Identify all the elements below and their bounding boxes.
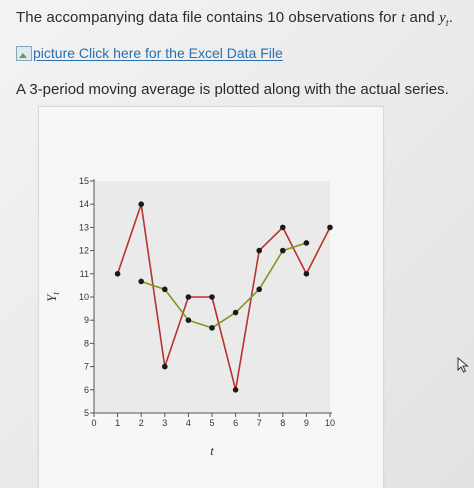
actual-data-point [186, 294, 192, 300]
actual-data-point [280, 225, 286, 231]
y-tick-label: 10 [78, 292, 89, 302]
moving-average-point [186, 317, 192, 323]
moving-average-point [256, 287, 262, 293]
moving-average-point [138, 279, 144, 285]
variable-t: t [401, 10, 406, 26]
y-tick-label: 14 [78, 199, 89, 210]
question-suffix: . [448, 9, 454, 26]
actual-data-point [115, 271, 121, 277]
actual-data-point [327, 225, 333, 231]
x-tick-label: 1 [115, 418, 121, 428]
broken-image-icon [16, 46, 32, 61]
actual-data-point [304, 271, 310, 277]
y-tick-label: 11 [79, 268, 89, 279]
excel-link-label[interactable]: picture Click here for the Excel Data File [33, 45, 283, 61]
variable-y: y [439, 10, 446, 26]
x-tick-label: 4 [185, 418, 191, 428]
x-tick-label: 7 [256, 418, 262, 428]
x-tick-label: 10 [324, 418, 336, 428]
y-tick-label: 15 [78, 176, 89, 186]
mouse-pointer-icon [456, 357, 470, 373]
actual-data-point [138, 201, 144, 207]
y-tick-label: 8 [83, 338, 89, 349]
x-tick-label: 5 [209, 418, 215, 428]
y-tick-label: 7 [83, 361, 89, 372]
y-tick-label: 13 [78, 222, 89, 233]
y-tick-label: 6 [83, 384, 89, 395]
moving-average-chart [39, 107, 383, 488]
moving-average-point [233, 310, 239, 316]
x-tick-label: 6 [233, 418, 239, 428]
actual-data-point [256, 248, 262, 254]
excel-data-file-link[interactable] [16, 45, 283, 61]
x-tick-label: 8 [280, 418, 286, 428]
question-middle: and [405, 9, 440, 26]
moving-average-point [304, 240, 310, 246]
actual-data-point [233, 387, 239, 393]
moving-average-point [209, 325, 215, 331]
variable-y-subscript: t [445, 18, 449, 29]
question-prefix: The accompanying data file contains 10 observations for [16, 9, 401, 26]
x-axis-title: t [210, 443, 214, 458]
actual-data-point [209, 294, 215, 300]
moving-average-point [162, 287, 168, 293]
y-tick-label: 9 [83, 315, 89, 326]
moving-average-point [280, 248, 286, 254]
chart-panel [38, 106, 384, 488]
x-tick-label: 3 [162, 418, 168, 428]
question-text [16, 9, 453, 29]
x-tick-label: 0 [91, 418, 97, 428]
actual-data-point [162, 364, 168, 370]
x-tick-label: 9 [303, 418, 309, 428]
y-axis-title: $Y_t$ [44, 292, 61, 302]
y-tick-label: 12 [78, 245, 89, 256]
x-tick-label: 2 [138, 418, 144, 428]
y-tick-label: 5 [83, 408, 89, 418]
chart-description: A 3-period moving average is plotted along with the actual series. [16, 81, 449, 98]
